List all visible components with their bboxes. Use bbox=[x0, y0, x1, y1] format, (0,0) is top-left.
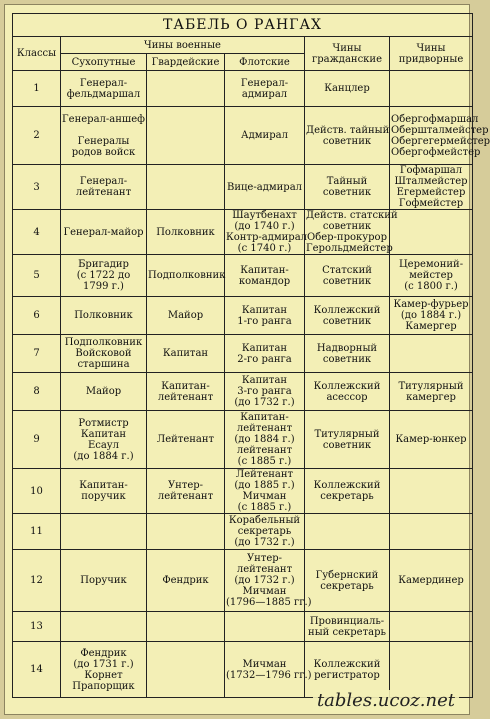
class-number: 9 bbox=[13, 411, 61, 469]
cell-line: Церемоний- bbox=[398, 259, 464, 270]
cell-line: (до 1740 г.) bbox=[234, 221, 295, 232]
cell-fleet bbox=[225, 469, 305, 514]
cell-line: Капитан bbox=[241, 342, 288, 354]
cell-line: Унтер- bbox=[167, 480, 204, 491]
cell-line: Вице-адмирал bbox=[226, 181, 303, 193]
cell-line: Контр-адмирал bbox=[226, 232, 308, 243]
cell-court bbox=[390, 373, 473, 411]
cell-line: Мичман bbox=[242, 586, 287, 597]
cell-court bbox=[390, 612, 473, 642]
cell-court bbox=[390, 297, 473, 335]
cell-civil bbox=[305, 107, 390, 165]
cell-line: секретарь bbox=[237, 526, 292, 537]
cell-line: Егермейстер bbox=[396, 187, 466, 198]
cell-land bbox=[61, 255, 147, 297]
cell-land bbox=[61, 469, 147, 514]
cell-line: Обер-прокурор bbox=[307, 232, 387, 243]
cell-line: Мичман bbox=[242, 658, 287, 670]
cell-land bbox=[61, 373, 147, 411]
cell-line: Канцлер bbox=[324, 83, 370, 94]
cell-line bbox=[62, 125, 145, 136]
cell-civil bbox=[305, 411, 390, 469]
cell-line: регистратор bbox=[314, 669, 380, 681]
table-row bbox=[13, 550, 473, 612]
class-number: 12 bbox=[13, 550, 61, 612]
cell-court bbox=[390, 411, 473, 469]
cell-civil bbox=[305, 335, 390, 373]
cell-land bbox=[61, 550, 147, 612]
class-number: 3 bbox=[13, 165, 61, 210]
table-row bbox=[13, 612, 473, 642]
cell-civil bbox=[305, 71, 390, 107]
cell-line: Унтер- bbox=[246, 553, 283, 564]
class-number: 4 bbox=[13, 210, 61, 255]
cell-line: родов войск bbox=[71, 146, 136, 158]
cell-fleet bbox=[225, 612, 305, 642]
cell-line: ный секретарь bbox=[308, 626, 386, 638]
cell-line: Капитан- bbox=[240, 412, 289, 423]
cell-line: Адмирал bbox=[241, 130, 288, 141]
header-court: Чины придворные bbox=[390, 37, 473, 71]
cell-land bbox=[61, 71, 147, 107]
cell-fleet bbox=[225, 411, 305, 469]
class-number: 2 bbox=[13, 107, 61, 165]
cell-line: 1-го ранга bbox=[237, 315, 292, 327]
cell-line: Надворный bbox=[316, 342, 378, 354]
cell-civil bbox=[305, 255, 390, 297]
cell-line: Фендрик bbox=[162, 575, 209, 586]
class-number: 13 bbox=[13, 612, 61, 642]
table-row bbox=[13, 210, 473, 255]
cell-line: мейстер bbox=[409, 270, 453, 281]
cell-line: Подполковник bbox=[148, 270, 226, 281]
table-row bbox=[13, 469, 473, 514]
table-row bbox=[13, 297, 473, 335]
cell-line: 3-го ранга bbox=[237, 386, 292, 397]
cell-line: Фендрик bbox=[80, 647, 127, 659]
cell-line: Генерал-аншеф bbox=[62, 113, 145, 125]
cell-line: Действ. тайный bbox=[306, 124, 390, 136]
cell-line: Шталмейстер bbox=[394, 176, 468, 187]
table-row bbox=[13, 71, 473, 107]
cell-line: Гофмаршал bbox=[399, 165, 463, 176]
cell-line: (до 1732 г.) bbox=[234, 397, 295, 408]
cell-line: Титулярный bbox=[398, 380, 464, 392]
cell-line: Войсковой bbox=[75, 348, 132, 359]
cell-court bbox=[390, 210, 473, 255]
header-fleet: Флотские bbox=[225, 54, 305, 71]
table-row bbox=[13, 373, 473, 411]
cell-line: (с 1885 г.) bbox=[237, 456, 292, 467]
cell-guard bbox=[147, 71, 225, 107]
cell-line: Поручик bbox=[80, 575, 127, 586]
cell-line: Генералы bbox=[77, 135, 130, 147]
cell-line: (1732—1796 гг.) bbox=[226, 669, 312, 681]
cell-guard bbox=[147, 107, 225, 165]
cell-line: Корнет bbox=[84, 669, 123, 681]
cell-line: советник bbox=[322, 315, 372, 327]
cell-line: 1799 г.) bbox=[83, 281, 124, 292]
cell-line: секретарь bbox=[320, 580, 374, 592]
cell-fleet bbox=[225, 642, 312, 698]
table-row bbox=[13, 514, 473, 550]
cell-line: Обергофмаршал bbox=[391, 113, 479, 125]
cell-line: лейтенант bbox=[75, 187, 132, 198]
cell-guard bbox=[147, 469, 225, 514]
cell-court bbox=[390, 550, 473, 612]
cell-line: старшина bbox=[77, 359, 130, 370]
cell-line: Мичман bbox=[242, 491, 287, 502]
cell-line: Титулярный bbox=[314, 428, 380, 440]
header-civil: Чины гражданские bbox=[305, 37, 390, 71]
cell-guard bbox=[147, 514, 225, 550]
cell-line: лейтенант bbox=[236, 564, 293, 575]
cell-line: лейтенант bbox=[236, 423, 293, 434]
cell-line: Капитан- bbox=[161, 380, 210, 392]
cell-line: Статский bbox=[322, 264, 372, 276]
cell-line: Провинциаль- bbox=[309, 615, 385, 627]
cell-line: Капитан- bbox=[79, 480, 128, 491]
cell-line: советник bbox=[322, 135, 372, 147]
cell-line: (до 1884 г.) bbox=[400, 310, 462, 321]
cell-line: Майор bbox=[167, 310, 204, 321]
class-number: 1 bbox=[13, 71, 61, 107]
cell-line: Камер-фурьер bbox=[393, 299, 469, 310]
cell-line: (до 1732 г.) bbox=[234, 575, 295, 586]
cell-line: Губернский bbox=[315, 569, 379, 581]
cell-line: Генерал- bbox=[79, 77, 128, 89]
cell-land bbox=[61, 411, 147, 469]
cell-line: Подполковник bbox=[64, 337, 143, 348]
class-number: 5 bbox=[13, 255, 61, 297]
cell-line: советник bbox=[322, 439, 372, 451]
cell-line: Генерал-майор bbox=[63, 226, 144, 238]
cell-guard bbox=[147, 373, 225, 411]
cell-civil bbox=[305, 469, 390, 514]
cell-line: советник bbox=[322, 353, 372, 365]
cell-line: (до 1732 г.) bbox=[234, 537, 295, 548]
cell-court bbox=[390, 469, 473, 514]
cell-line: Обершталмейстер bbox=[391, 124, 489, 136]
class-number: 7 bbox=[13, 335, 61, 373]
header-guard: Гвардейские bbox=[147, 54, 225, 71]
ranks-table bbox=[12, 13, 490, 698]
cell-line: Полковник bbox=[74, 310, 133, 321]
table-row bbox=[13, 165, 473, 210]
cell-civil bbox=[305, 612, 390, 642]
cell-guard bbox=[147, 335, 225, 373]
cell-line: Герольдмейстер bbox=[306, 243, 393, 254]
cell-line: советник bbox=[322, 187, 372, 198]
class-number: 11 bbox=[13, 514, 61, 550]
cell-fleet bbox=[225, 550, 312, 612]
cell-line: Капитан- bbox=[240, 264, 289, 276]
cell-guard bbox=[147, 612, 225, 642]
cell-fleet bbox=[225, 373, 305, 411]
cell-line: Прапорщик bbox=[72, 680, 135, 692]
cell-line: 2-го ранга bbox=[237, 353, 292, 365]
cell-fleet bbox=[225, 165, 305, 210]
cell-line: лейтенант bbox=[157, 391, 214, 403]
cell-line: Капитан bbox=[241, 304, 288, 316]
class-number: 8 bbox=[13, 373, 61, 411]
cell-line: Капитан bbox=[241, 375, 288, 386]
cell-line: (до 1884 г.) bbox=[73, 450, 134, 462]
cell-land bbox=[61, 642, 147, 698]
cell-court bbox=[390, 107, 490, 165]
cell-line: Лейтенант bbox=[235, 469, 294, 480]
cell-line: Обергофмейстер bbox=[391, 146, 481, 158]
table-body bbox=[13, 71, 490, 698]
cell-court bbox=[390, 514, 473, 550]
cell-line: (до 1884 г.) bbox=[234, 434, 295, 445]
header-land: Сухопутные bbox=[61, 54, 147, 71]
table-row bbox=[13, 411, 473, 469]
cell-court bbox=[390, 255, 473, 297]
cell-line: Камергер bbox=[405, 321, 457, 332]
cell-line: Шаутбенахт bbox=[232, 210, 297, 221]
cell-line: командор bbox=[238, 275, 291, 287]
header-military: Чины военные bbox=[61, 37, 305, 54]
cell-line: Генерал- bbox=[79, 176, 128, 187]
cell-court bbox=[390, 71, 473, 107]
cell-line: поручик bbox=[81, 491, 126, 502]
cell-line: (с 1885 г.) bbox=[237, 502, 292, 513]
cell-line: Коллежский bbox=[313, 480, 381, 491]
cell-line: Корабельный bbox=[228, 515, 301, 526]
table-row bbox=[13, 335, 473, 373]
cell-fleet bbox=[225, 210, 308, 255]
cell-fleet bbox=[225, 107, 305, 165]
cell-line: лейтенант bbox=[157, 491, 214, 502]
header-classes: Классы bbox=[13, 37, 61, 71]
page-frame bbox=[4, 4, 490, 715]
cell-guard bbox=[147, 550, 225, 612]
cell-line: (с 1722 до bbox=[76, 270, 131, 281]
table-row bbox=[13, 107, 473, 165]
class-number: 10 bbox=[13, 469, 61, 514]
class-number: 6 bbox=[13, 297, 61, 335]
watermark: tables.ucoz.net bbox=[313, 690, 459, 711]
cell-line: секретарь bbox=[320, 491, 374, 502]
cell-guard bbox=[147, 642, 225, 698]
cell-line: адмирал bbox=[241, 88, 288, 100]
cell-line: (1796—1885 гг.) bbox=[226, 597, 312, 608]
cell-land bbox=[61, 514, 147, 550]
cell-line: асессор bbox=[326, 391, 368, 403]
cell-civil bbox=[305, 297, 390, 335]
cell-line: Гофмейстер bbox=[398, 198, 464, 209]
cell-guard bbox=[147, 255, 225, 297]
cell-land bbox=[61, 210, 147, 255]
cell-land bbox=[61, 107, 147, 165]
cell-line: Коллежский bbox=[313, 658, 381, 670]
cell-land bbox=[61, 612, 147, 642]
cell-line: Капитан bbox=[162, 348, 209, 359]
cell-land bbox=[61, 165, 147, 210]
cell-land bbox=[61, 335, 147, 373]
cell-guard bbox=[147, 210, 225, 255]
cell-line: Есаул bbox=[87, 439, 120, 451]
cell-civil bbox=[305, 165, 390, 210]
cell-line: камергер bbox=[406, 391, 456, 403]
cell-court bbox=[390, 335, 473, 373]
cell-civil bbox=[305, 210, 398, 255]
cell-guard bbox=[147, 411, 225, 469]
cell-line: Ротмистр bbox=[78, 417, 129, 429]
cell-line: Майор bbox=[85, 386, 122, 397]
table-row bbox=[13, 255, 473, 297]
cell-fleet bbox=[225, 255, 305, 297]
cell-line: (с 1740 г.) bbox=[237, 243, 292, 254]
cell-line: советник bbox=[322, 221, 372, 232]
cell-line: Обергегермейстер bbox=[391, 135, 490, 147]
cell-fleet bbox=[225, 514, 305, 550]
cell-line: Генерал- bbox=[240, 77, 289, 89]
table-title: ТАБЕЛЬ О РАНГАХ bbox=[13, 14, 473, 37]
class-number: 14 bbox=[13, 642, 61, 698]
cell-line: Камер-юнкер bbox=[395, 434, 467, 445]
cell-line: Коллежский bbox=[313, 380, 381, 392]
cell-line: Коллежский bbox=[313, 304, 381, 316]
cell-guard bbox=[147, 297, 225, 335]
cell-court bbox=[390, 165, 473, 210]
cell-line: советник bbox=[322, 275, 372, 287]
cell-civil bbox=[305, 514, 390, 550]
cell-guard bbox=[147, 165, 225, 210]
cell-line: (с 1800 г.) bbox=[404, 281, 458, 292]
cell-line: Полковник bbox=[156, 226, 215, 238]
cell-land bbox=[61, 297, 147, 335]
cell-line: фельдмаршал bbox=[66, 88, 141, 100]
cell-civil bbox=[305, 550, 390, 612]
cell-line: Действ. статский bbox=[306, 210, 398, 221]
cell-line: Тайный bbox=[326, 176, 368, 187]
cell-line: лейтенант bbox=[236, 445, 293, 456]
cell-line: Камердинер bbox=[398, 575, 464, 586]
cell-line: Бригадир bbox=[78, 259, 129, 270]
cell-line: Капитан bbox=[80, 428, 127, 440]
cell-civil bbox=[305, 373, 390, 411]
cell-fleet bbox=[225, 297, 305, 335]
cell-fleet bbox=[225, 335, 305, 373]
cell-line: (до 1885 г.) bbox=[234, 480, 295, 491]
cell-fleet bbox=[225, 71, 305, 107]
cell-line: (до 1731 г.) bbox=[73, 658, 134, 670]
cell-line: Лейтенант bbox=[156, 434, 215, 445]
